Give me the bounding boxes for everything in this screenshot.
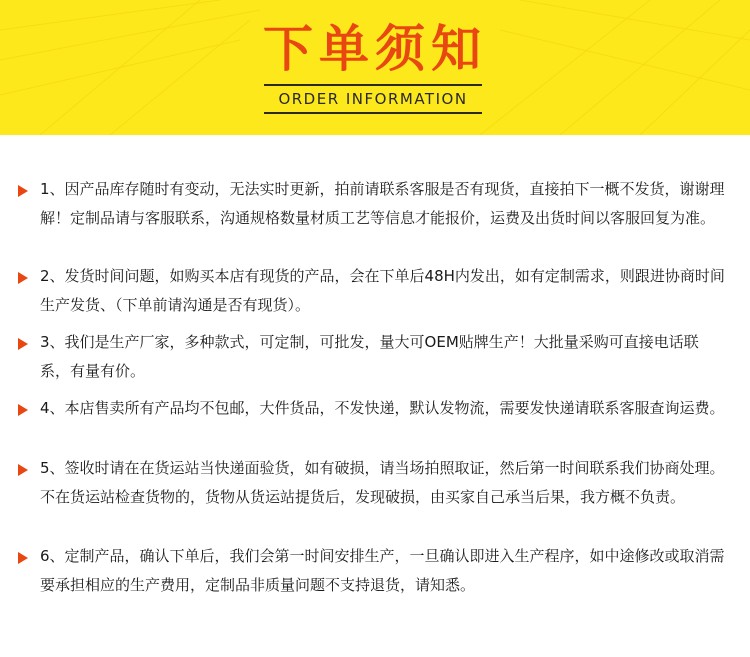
- triangle-arrow-icon: [18, 272, 28, 284]
- notice-text: 3、我们是生产厂家，多种款式，可定制，可批发，量大可OEM贴牌生产！大批量采购可直接电话联系，有量有价。: [40, 333, 699, 380]
- triangle-arrow-icon: [18, 185, 28, 197]
- notice-text: 4、本店售卖所有产品均不包邮，大件货品，不发快递，默认发物流，需要发快递请联系客服查询运费。: [40, 399, 725, 417]
- subtitle-top-rule: [264, 84, 482, 86]
- triangle-arrow-icon: [18, 338, 28, 350]
- subtitle-block: [264, 84, 482, 114]
- page-title: 下单须知: [263, 20, 487, 78]
- page-subtitle: ORDER INFORMATION: [278, 90, 468, 108]
- triangle-arrow-icon: [18, 552, 28, 564]
- triangle-arrow-icon: [18, 464, 28, 476]
- notice-text: 6、定制产品，确认下单后，我们会第一时间安排生产，一旦确认即进入生产程序，如中途修改或取消需要承担相应的生产费用，定制品非质量问题不支持退货，请知悉。: [40, 547, 725, 594]
- notice-text: 1、因产品库存随时有变动，无法实时更新，拍前请联系客服是否有现货，直接拍下一概不发货，谢谢理解！定制品请与客服联系，沟通规格数量材质工艺等信息才能报价，运费及出货时间以客服回复为准。: [40, 180, 725, 227]
- header-banner: [0, 0, 750, 135]
- subtitle-bottom-rule: [264, 112, 482, 114]
- notice-text: 2、发货时间问题，如购买本店有现货的产品，会在下单后48H内发出，如有定制需求，则跟进协商时间生产发货、（下单前请沟通是否有现货）。: [40, 267, 725, 314]
- triangle-arrow-icon: [18, 404, 28, 416]
- notice-text: 5、签收时请在在货运站当快递面验货，如有破损，请当场拍照取证，然后第一时间联系我们协商处理。不在货运站检查货物的，货物从货运站提货后，发现破损，由买家自己承当后果，我方概不负责。: [40, 459, 725, 506]
